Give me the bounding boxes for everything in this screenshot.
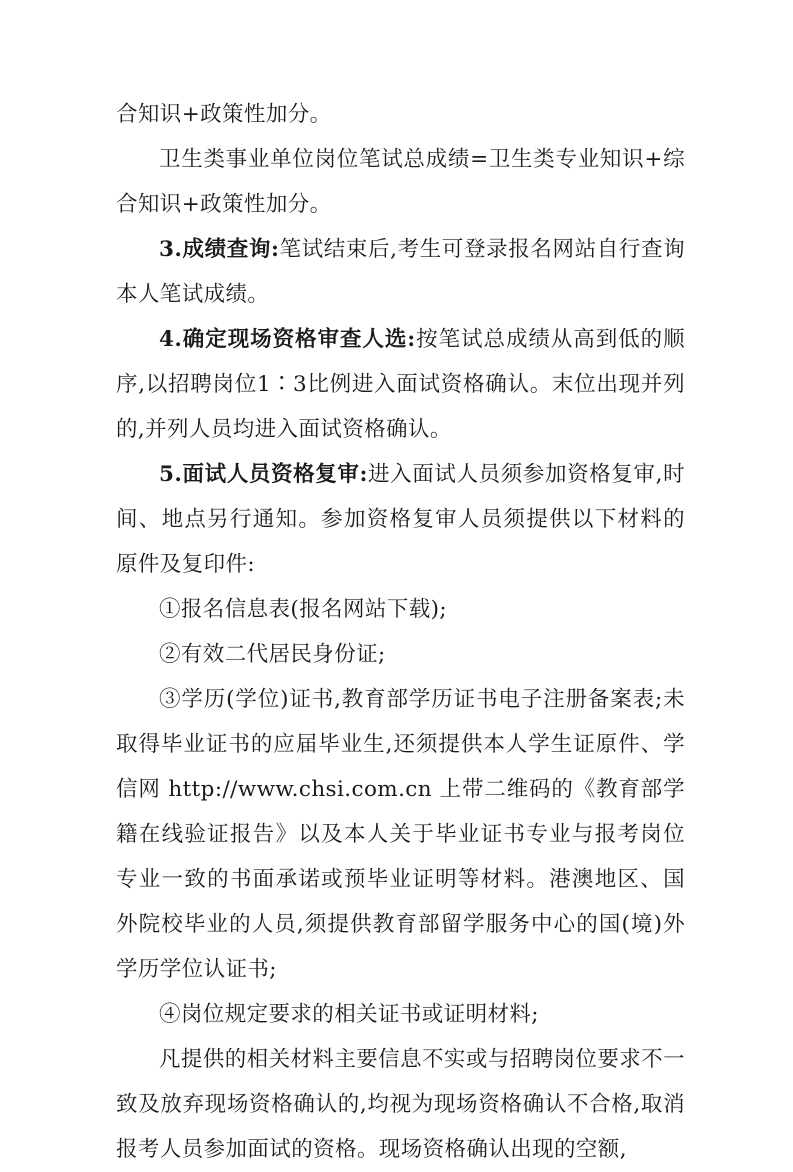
item-5-heading: 5.面试人员资格复审: — [159, 462, 368, 487]
paragraph-item-4 — [116, 317, 685, 452]
paragraph-sub-item-3: ③学历(学位)证书,教育部学历证书电子注册备案表;未取得毕业证书的应届毕业生,还须提供本人学生证原件、学信网 http://www.chsi.com.cn 上带二维码的《教育部学籍在线验证报告》以及本人关于毕业证书专业与报考岗位专业一致的书面承诺或预毕业证明等材料。港澳地区、国外院校毕业的人员,须提供教育部留学服务中心的国(境)外学历学位认证书; — [116, 687, 685, 982]
document-body — [116, 92, 685, 1172]
item-3-heading: 3.成绩查询: — [159, 237, 280, 262]
item-4-text: 按笔试总成绩从高到低的顺序,以招聘岗位1∶3比例进入面试资格确认。末位出现并列的,并列人员均进入面试资格确认。 — [116, 327, 685, 442]
paragraph-closing: 凡提供的相关材料主要信息不实或与招聘岗位要求不一致及放弃现场资格确认的,均视为现场资格确认不合格,取消报考人员参加面试的资格。现场资格确认出现的空额, — [116, 1047, 685, 1162]
item-5-text: 进入面试人员须参加资格复审,时间、地点另行通知。参加资格复审人员须提供以下材料的原件及复印件: — [116, 462, 685, 577]
paragraph-item-3 — [116, 227, 685, 317]
paragraph-item-5 — [116, 452, 685, 587]
paragraph-sub-item-1: ①报名信息表(报名网站下载); — [159, 597, 448, 622]
paragraph-sub-item-4: ④岗位规定要求的相关证书或证明材料; — [159, 1002, 539, 1027]
item-4-heading: 4.确定现场资格审查人选: — [159, 327, 416, 352]
item-3-text: 笔试结束后,考生可登录报名网站自行查询本人笔试成绩。 — [116, 237, 686, 307]
paragraph-continued-line: 合知识+政策性加分。 — [116, 102, 332, 127]
paragraph-sub-item-2: ②有效二代居民身份证; — [159, 642, 386, 667]
paragraph-health-unit-score: 卫生类事业单位岗位笔试总成绩=卫生类专业知识+综合知识+政策性加分。 — [116, 147, 685, 217]
